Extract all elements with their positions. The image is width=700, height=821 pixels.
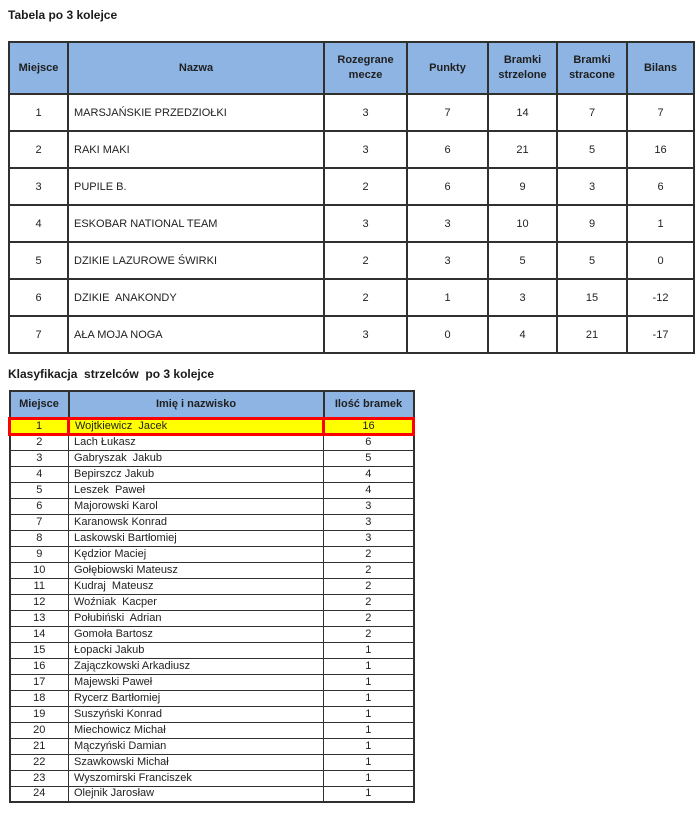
scorers-table-row (10, 466, 414, 482)
cell-strzelone: 3 (488, 279, 557, 316)
scorers-table-row (10, 754, 414, 770)
scorers-table-row (10, 770, 414, 786)
cell-punkty: 3 (407, 242, 488, 279)
cell-goals: 3 (324, 498, 414, 514)
scorers-table-row (10, 498, 414, 514)
cell-miejsce: 4 (10, 466, 69, 482)
cell-name: Miechowicz Michał (69, 722, 324, 738)
league-table-row (9, 94, 694, 131)
cell-strzelone: 10 (488, 205, 557, 242)
cell-mecze: 2 (324, 279, 407, 316)
cell-miejsce: 10 (10, 562, 69, 578)
cell-name: Karanowsk Konrad (69, 514, 324, 530)
cell-miejsce: 21 (10, 738, 69, 754)
cell-strzelone: 21 (488, 131, 557, 168)
cell-miejsce: 20 (10, 722, 69, 738)
cell-miejsce: 19 (10, 706, 69, 722)
scorers-table-row (10, 610, 414, 626)
cell-name: Olejnik Jarosław (69, 786, 324, 802)
cell-goals: 16 (324, 418, 414, 434)
cell-miejsce: 6 (9, 279, 68, 316)
cell-goals: 1 (324, 786, 414, 802)
column-header-rozegrane-mecze: Rozegrane mecze (324, 42, 407, 94)
cell-nazwa: RAKI MAKI (68, 131, 324, 168)
cell-name: Szawkowski Michał (69, 754, 324, 770)
cell-miejsce: 24 (10, 786, 69, 802)
league-table-row (9, 205, 694, 242)
header-row (9, 42, 694, 94)
cell-nazwa: ESKOBAR NATIONAL TEAM (68, 205, 324, 242)
cell-goals: 2 (324, 578, 414, 594)
cell-bilans: 1 (627, 205, 694, 242)
cell-goals: 4 (324, 466, 414, 482)
cell-miejsce: 3 (10, 450, 69, 466)
cell-miejsce: 1 (9, 94, 68, 131)
scorers-table-body (10, 418, 414, 802)
scorers-table-row (10, 738, 414, 754)
cell-punkty: 7 (407, 94, 488, 131)
cell-nazwa: DZIKIE LAZUROWE ŚWIRKI (68, 242, 324, 279)
cell-miejsce: 6 (10, 498, 69, 514)
cell-punkty: 1 (407, 279, 488, 316)
cell-name: Kędzior Maciej (69, 546, 324, 562)
column-header-imie-i-nazwisko: Imię i nazwisko (69, 391, 324, 418)
league-table-title: Tabela po 3 kolejce (8, 8, 118, 22)
cell-miejsce: 22 (10, 754, 69, 770)
cell-goals: 1 (324, 642, 414, 658)
cell-name: Gołębiowski Mateusz (69, 562, 324, 578)
cell-goals: 2 (324, 610, 414, 626)
cell-bilans: 6 (627, 168, 694, 205)
column-header-punkty: Punkty (407, 42, 488, 94)
column-header-bilans: Bilans (627, 42, 694, 94)
cell-goals: 1 (324, 690, 414, 706)
cell-goals: 1 (324, 706, 414, 722)
cell-goals: 1 (324, 674, 414, 690)
column-header-ilosc-bramek: Ilość bramek (324, 391, 414, 418)
league-table-row (9, 316, 694, 353)
cell-bilans: -17 (627, 316, 694, 353)
scorers-table-row (10, 722, 414, 738)
cell-stracone: 15 (557, 279, 627, 316)
cell-name: Bepirszcz Jakub (69, 466, 324, 482)
column-header-bramki-strzelone: Bramki strzelone (488, 42, 557, 94)
cell-mecze: 3 (324, 131, 407, 168)
cell-goals: 1 (324, 658, 414, 674)
cell-goals: 6 (324, 434, 414, 450)
cell-bilans: 16 (627, 131, 694, 168)
cell-miejsce: 13 (10, 610, 69, 626)
cell-punkty: 0 (407, 316, 488, 353)
cell-miejsce: 2 (10, 434, 69, 450)
cell-stracone: 9 (557, 205, 627, 242)
header-row (10, 391, 414, 418)
cell-name: Majewski Paweł (69, 674, 324, 690)
cell-punkty: 3 (407, 205, 488, 242)
cell-miejsce: 11 (10, 578, 69, 594)
league-table-body (9, 94, 694, 353)
cell-miejsce: 5 (10, 482, 69, 498)
cell-mecze: 3 (324, 94, 407, 131)
cell-name: Połubiński Adrian (69, 610, 324, 626)
cell-nazwa: PUPILE B. (68, 168, 324, 205)
scorers-table-row (10, 690, 414, 706)
scorers-table-row (10, 530, 414, 546)
cell-goals: 2 (324, 546, 414, 562)
cell-mecze: 3 (324, 316, 407, 353)
scorers-table-row (10, 658, 414, 674)
column-header-miejsce: Miejsce (9, 42, 68, 94)
column-header-bramki-stracone: Bramki stracone (557, 42, 627, 94)
cell-name: Suszyński Konrad (69, 706, 324, 722)
scorers-table-row (10, 546, 414, 562)
cell-goals: 2 (324, 594, 414, 610)
scorers-table-row (10, 482, 414, 498)
cell-name: Łopacki Jakub (69, 642, 324, 658)
cell-miejsce: 7 (9, 316, 68, 353)
cell-nazwa: AŁA MOJA NOGA (68, 316, 324, 353)
cell-goals: 2 (324, 562, 414, 578)
cell-strzelone: 4 (488, 316, 557, 353)
cell-stracone: 7 (557, 94, 627, 131)
cell-name: Leszek Paweł (69, 482, 324, 498)
column-header-miejsce: Miejsce (10, 391, 69, 418)
cell-punkty: 6 (407, 131, 488, 168)
cell-stracone: 5 (557, 242, 627, 279)
cell-miejsce: 4 (9, 205, 68, 242)
cell-miejsce: 5 (9, 242, 68, 279)
cell-mecze: 2 (324, 242, 407, 279)
cell-miejsce: 17 (10, 674, 69, 690)
league-table-header (9, 42, 694, 94)
cell-miejsce: 15 (10, 642, 69, 658)
cell-name: Woźniak Kacper (69, 594, 324, 610)
cell-goals: 1 (324, 754, 414, 770)
cell-name: Zajączkowski Arkadiusz (69, 658, 324, 674)
cell-name: Wyszomirski Franciszek (69, 770, 324, 786)
cell-goals: 1 (324, 770, 414, 786)
cell-goals: 5 (324, 450, 414, 466)
cell-goals: 1 (324, 738, 414, 754)
scorers-table-row (10, 786, 414, 802)
league-table-row (9, 168, 694, 205)
cell-name: Majorowski Karol (69, 498, 324, 514)
cell-name: Mączyński Damian (69, 738, 324, 754)
cell-goals: 4 (324, 482, 414, 498)
scorers-table-row (10, 450, 414, 466)
cell-miejsce: 9 (10, 546, 69, 562)
cell-nazwa: DZIKIE ANAKONDY (68, 279, 324, 316)
scorers-table (8, 390, 415, 803)
cell-miejsce: 3 (9, 168, 68, 205)
scorers-table-row (10, 706, 414, 722)
scorers-table-header (10, 391, 414, 418)
scorers-table-row (10, 642, 414, 658)
cell-miejsce: 12 (10, 594, 69, 610)
cell-miejsce: 7 (10, 514, 69, 530)
scorers-table-title: Klasyfikacja strzelców po 3 kolejce (8, 367, 215, 381)
cell-miejsce: 14 (10, 626, 69, 642)
cell-name: Gabryszak Jakub (69, 450, 324, 466)
scorers-table-row (10, 594, 414, 610)
cell-bilans: -12 (627, 279, 694, 316)
cell-name: Lach Łukasz (69, 434, 324, 450)
cell-strzelone: 14 (488, 94, 557, 131)
cell-miejsce: 2 (9, 131, 68, 168)
scorers-table-row-highlighted (10, 418, 414, 434)
cell-name: Gomoła Bartosz (69, 626, 324, 642)
cell-name: Rycerz Bartłomiej (69, 690, 324, 706)
cell-stracone: 3 (557, 168, 627, 205)
league-table-row (9, 279, 694, 316)
cell-stracone: 5 (557, 131, 627, 168)
cell-strzelone: 9 (488, 168, 557, 205)
cell-miejsce: 23 (10, 770, 69, 786)
cell-mecze: 2 (324, 168, 407, 205)
cell-goals: 3 (324, 514, 414, 530)
cell-miejsce: 8 (10, 530, 69, 546)
league-table (8, 41, 695, 354)
column-header-nazwa: Nazwa (68, 42, 324, 94)
cell-goals: 2 (324, 626, 414, 642)
scorers-table-row (10, 434, 414, 450)
scorers-table-row (10, 514, 414, 530)
league-table-row (9, 131, 694, 168)
cell-bilans: 7 (627, 94, 694, 131)
cell-punkty: 6 (407, 168, 488, 205)
scorers-table-row (10, 562, 414, 578)
cell-stracone: 21 (557, 316, 627, 353)
cell-goals: 1 (324, 722, 414, 738)
scorers-table-row (10, 626, 414, 642)
cell-name: Laskowski Bartłomiej (69, 530, 324, 546)
league-table-row (9, 242, 694, 279)
cell-mecze: 3 (324, 205, 407, 242)
cell-strzelone: 5 (488, 242, 557, 279)
cell-goals: 3 (324, 530, 414, 546)
cell-nazwa: MARSJAŃSKIE PRZEDZIOŁKI (68, 94, 324, 131)
scorers-table-row (10, 674, 414, 690)
cell-bilans: 0 (627, 242, 694, 279)
cell-miejsce: 1 (10, 418, 69, 434)
cell-miejsce: 18 (10, 690, 69, 706)
cell-name: Kudraj Mateusz (69, 578, 324, 594)
scorers-table-row (10, 578, 414, 594)
cell-miejsce: 16 (10, 658, 69, 674)
cell-name: Wojtkiewicz Jacek (69, 418, 324, 434)
